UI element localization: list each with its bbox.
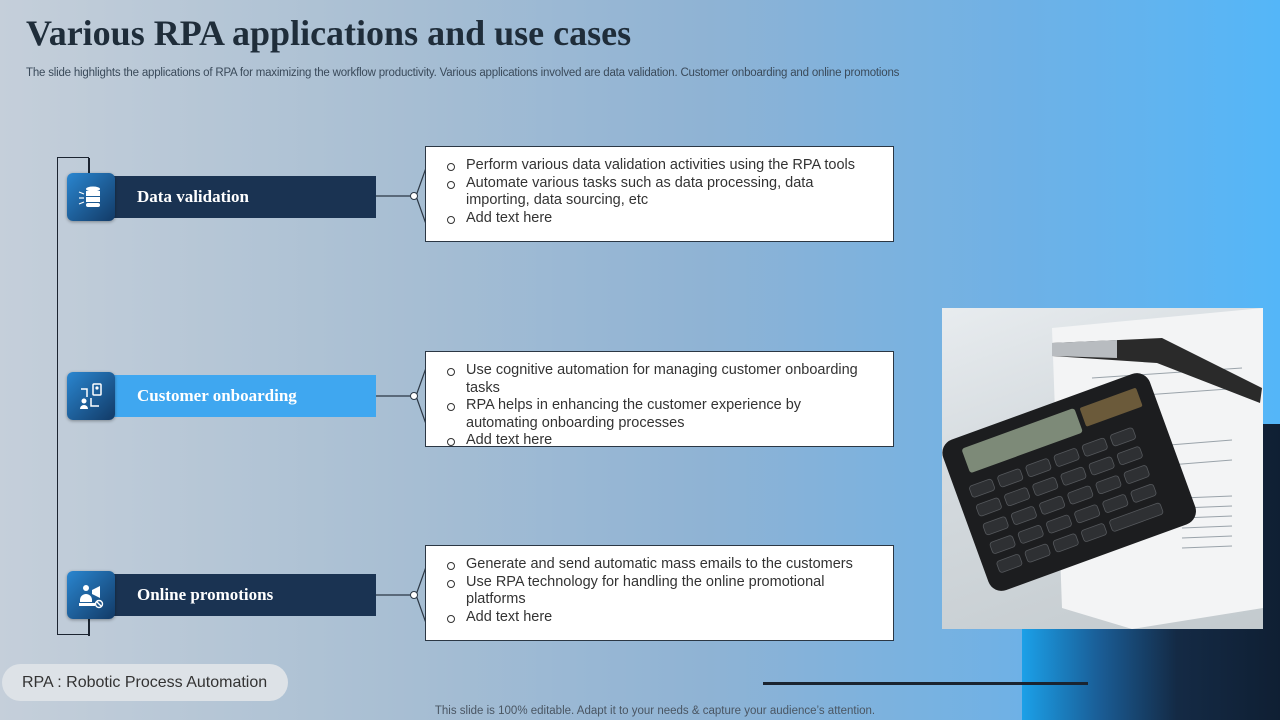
bullet-item: Perform various data validation activities using the RPA tools: [446, 157, 873, 175]
connector-1: [376, 166, 426, 226]
footer-note: This slide is 100% editable. Adapt it to your needs & capture your audience’s attention.: [434, 705, 876, 717]
decorative-line: [763, 682, 1088, 685]
bullet-item: Generate and send automatic mass emails to the customers: [446, 556, 873, 574]
connector-3: [376, 565, 426, 625]
calculator-photo: [942, 308, 1263, 629]
item-card-data-validation: [425, 146, 894, 242]
onboarding-icon: [67, 372, 115, 420]
bracket-tick-bottom: [88, 617, 90, 636]
bullet-item: Automate various tasks such as data processing, data importing, data sourcing, etc: [446, 175, 873, 210]
bullet-item: Use RPA technology for handling the online promotional platforms: [446, 574, 873, 609]
slide-title: Various RPA applications and use cases: [26, 13, 632, 53]
bullet-item: Add text here: [446, 210, 873, 228]
bullet-item: Add text here: [446, 432, 873, 450]
bullet-item: Use cognitive automation for managing customer onboarding tasks: [446, 362, 873, 397]
connector-2: [376, 366, 426, 426]
item-label-customer-onboarding: Customer onboarding: [90, 375, 376, 417]
slide-subtitle: The slide highlights the applications of RPA for maximizing the workflow productivity. Various applications involved are data validation. Customer onboarding and online promotions: [26, 67, 900, 79]
bullet-item: RPA helps in enhancing the customer experience by automating onboarding processes: [446, 397, 873, 432]
bullet-item: Add text here: [446, 609, 873, 627]
item-label-data-validation: Data validation: [90, 176, 376, 218]
abbreviation-pill: RPA : Robotic Process Automation: [2, 664, 288, 701]
promotion-icon: [67, 571, 115, 619]
item-label-online-promotions: Online promotions: [90, 574, 376, 616]
item-card-customer-onboarding: [425, 351, 894, 447]
item-card-online-promotions: [425, 545, 894, 641]
database-icon: [67, 173, 115, 221]
